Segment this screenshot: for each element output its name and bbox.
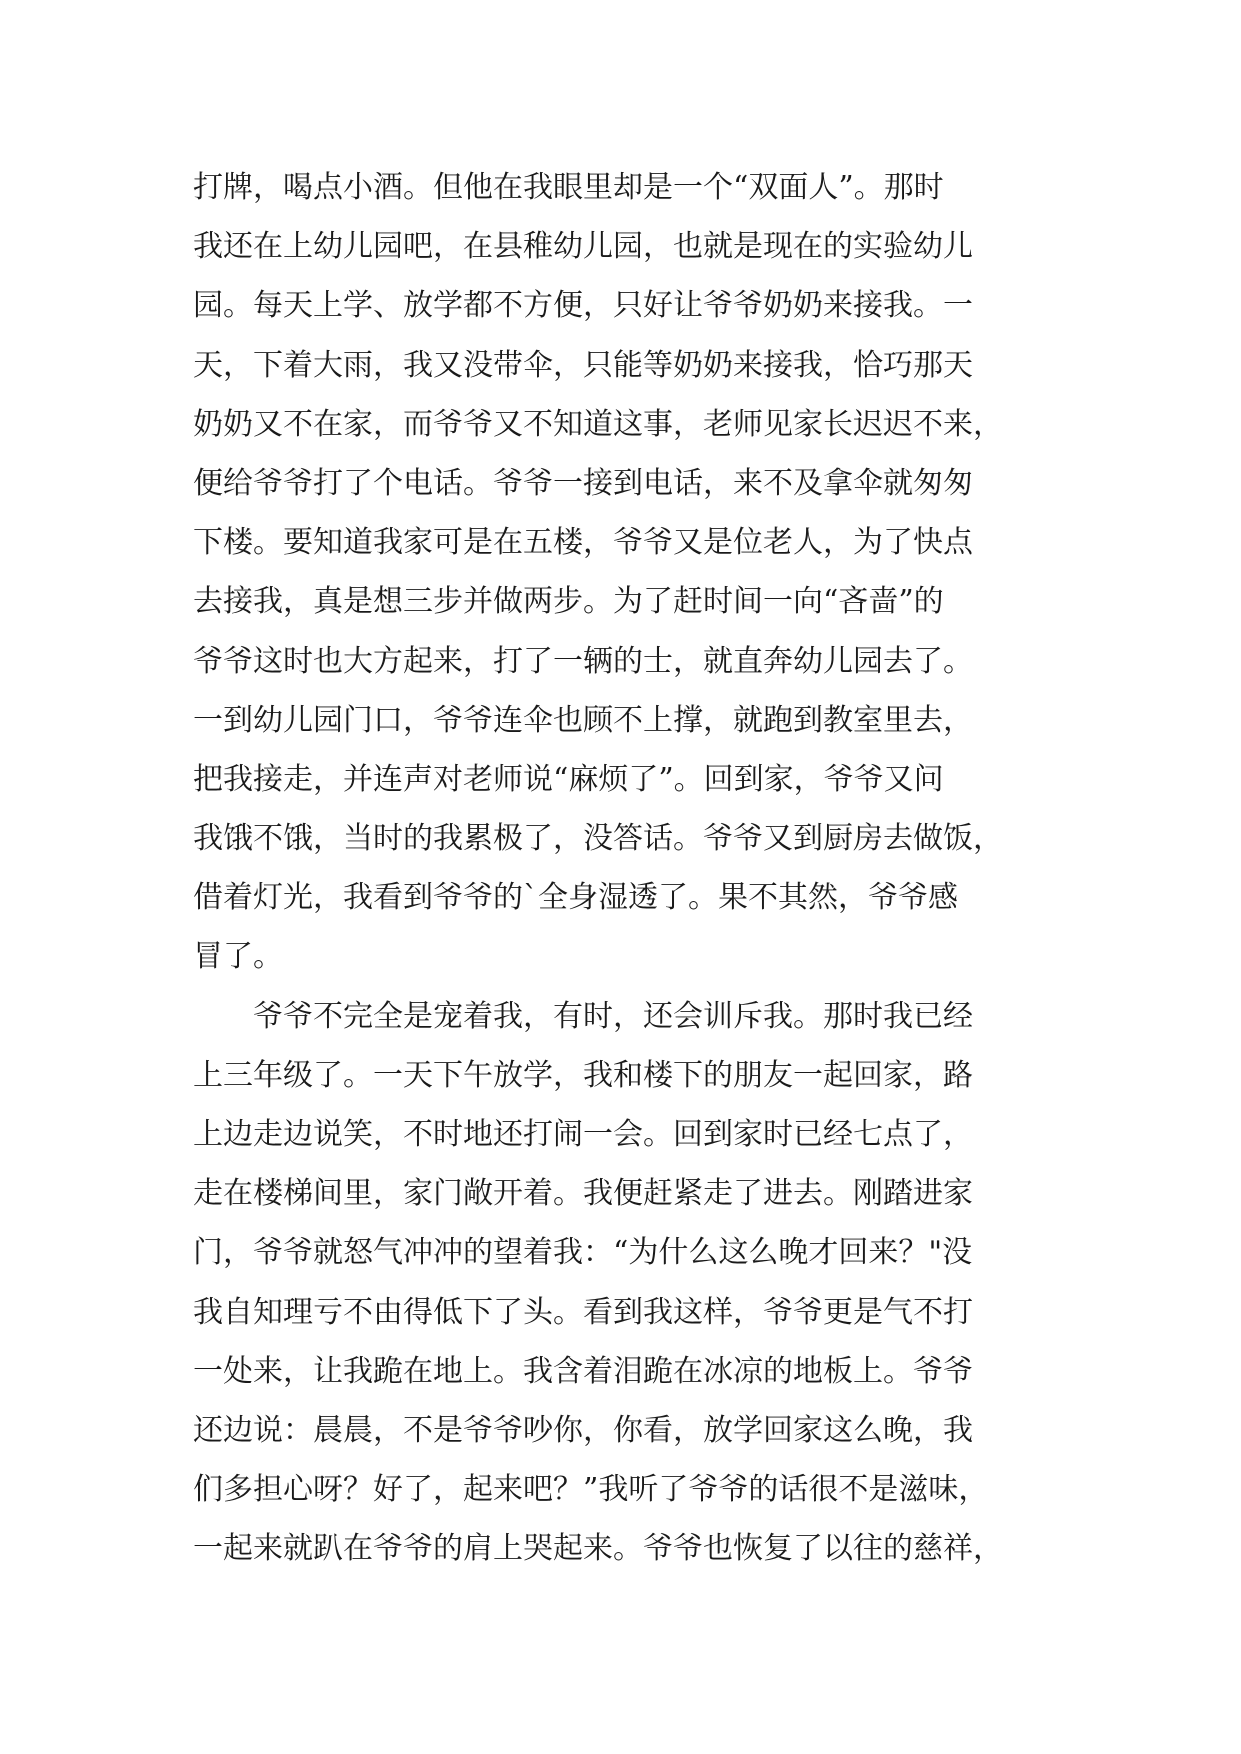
text-line: 爷爷这时也大方起来，打了一辆的士，就直奔幼儿园去了。 — [193, 643, 973, 679]
text-line: 一到幼儿园门口，爷爷连伞也顾不上撑，就跑到教室里去， — [193, 702, 973, 738]
body-text — [193, 158, 1073, 1579]
text-line: 冒了。 — [193, 939, 283, 975]
text-line: 走在楼梯间里，家门敞开着。我便赶紧走了进去。刚踏进家 — [193, 1176, 973, 1212]
text-line: 园。每天上学、放学都不方便，只好让爷爷奶奶来接我。一 — [193, 288, 973, 324]
text-line: 我还在上幼儿园吧，在县稚幼儿园，也就是现在的实验幼儿 — [193, 229, 973, 265]
text-line: 奶奶又不在家，而爷爷又不知道这事，老师见家长迟迟不来， — [193, 406, 1003, 442]
text-line: 借着灯光，我看到爷爷的`全身湿透了。果不其然，爷爷感 — [193, 880, 958, 916]
text-line: 们多担心呀？好了，起来吧？”我听了爷爷的话很不是滋味， — [193, 1472, 989, 1508]
text-line: 我自知理亏不由得低下了头。看到我这样，爷爷更是气不打 — [193, 1294, 973, 1330]
text-line: 上三年级了。一天下午放学，我和楼下的朋友一起回家，路 — [193, 1057, 973, 1093]
text-line: 一起来就趴在爷爷的肩上哭起来。爷爷也恢复了以往的慈祥， — [193, 1531, 1003, 1567]
text-line: 我饿不饿，当时的我累极了，没答话。爷爷又到厨房去做饭， — [193, 821, 1003, 857]
text-line: 天，下着大雨，我又没带伞，只能等奶奶来接我，恰巧那天 — [193, 347, 973, 383]
text-line: 上边走边说笑，不时地还打闹一会。回到家时已经七点了， — [193, 1117, 973, 1152]
text-line: 还边说：晨晨，不是爷爷吵你，你看，放学回家这么晚，我 — [193, 1412, 973, 1448]
text-line: 便给爷爷打了个电话。爷爷一接到电话，来不及拿伞就匆匆 — [193, 465, 973, 501]
text-line: 下楼。要知道我家可是在五楼，爷爷又是位老人，为了快点 — [193, 525, 973, 561]
text-line: 门，爷爷就怒气冲冲的望着我：“为什么这么晚才回来？"没 — [193, 1235, 973, 1271]
text-line: 一处来，让我跪在地上。我含着泪跪在冰凉的地板上。爷爷 — [193, 1353, 973, 1389]
text-line: 去接我，真是想三步并做两步。为了赶时间一向“吝啬”的 — [193, 584, 944, 620]
text-line: 打牌，喝点小酒。但他在我眼里却是一个“双面人”。那时 — [193, 170, 944, 205]
text-line: 把我接走，并连声对老师说“麻烦了”。回到家，爷爷又问 — [193, 761, 944, 797]
paragraph-start-line: 爷爷不完全是宠着我，有时，还会训斥我。那时我已经 — [193, 998, 973, 1034]
